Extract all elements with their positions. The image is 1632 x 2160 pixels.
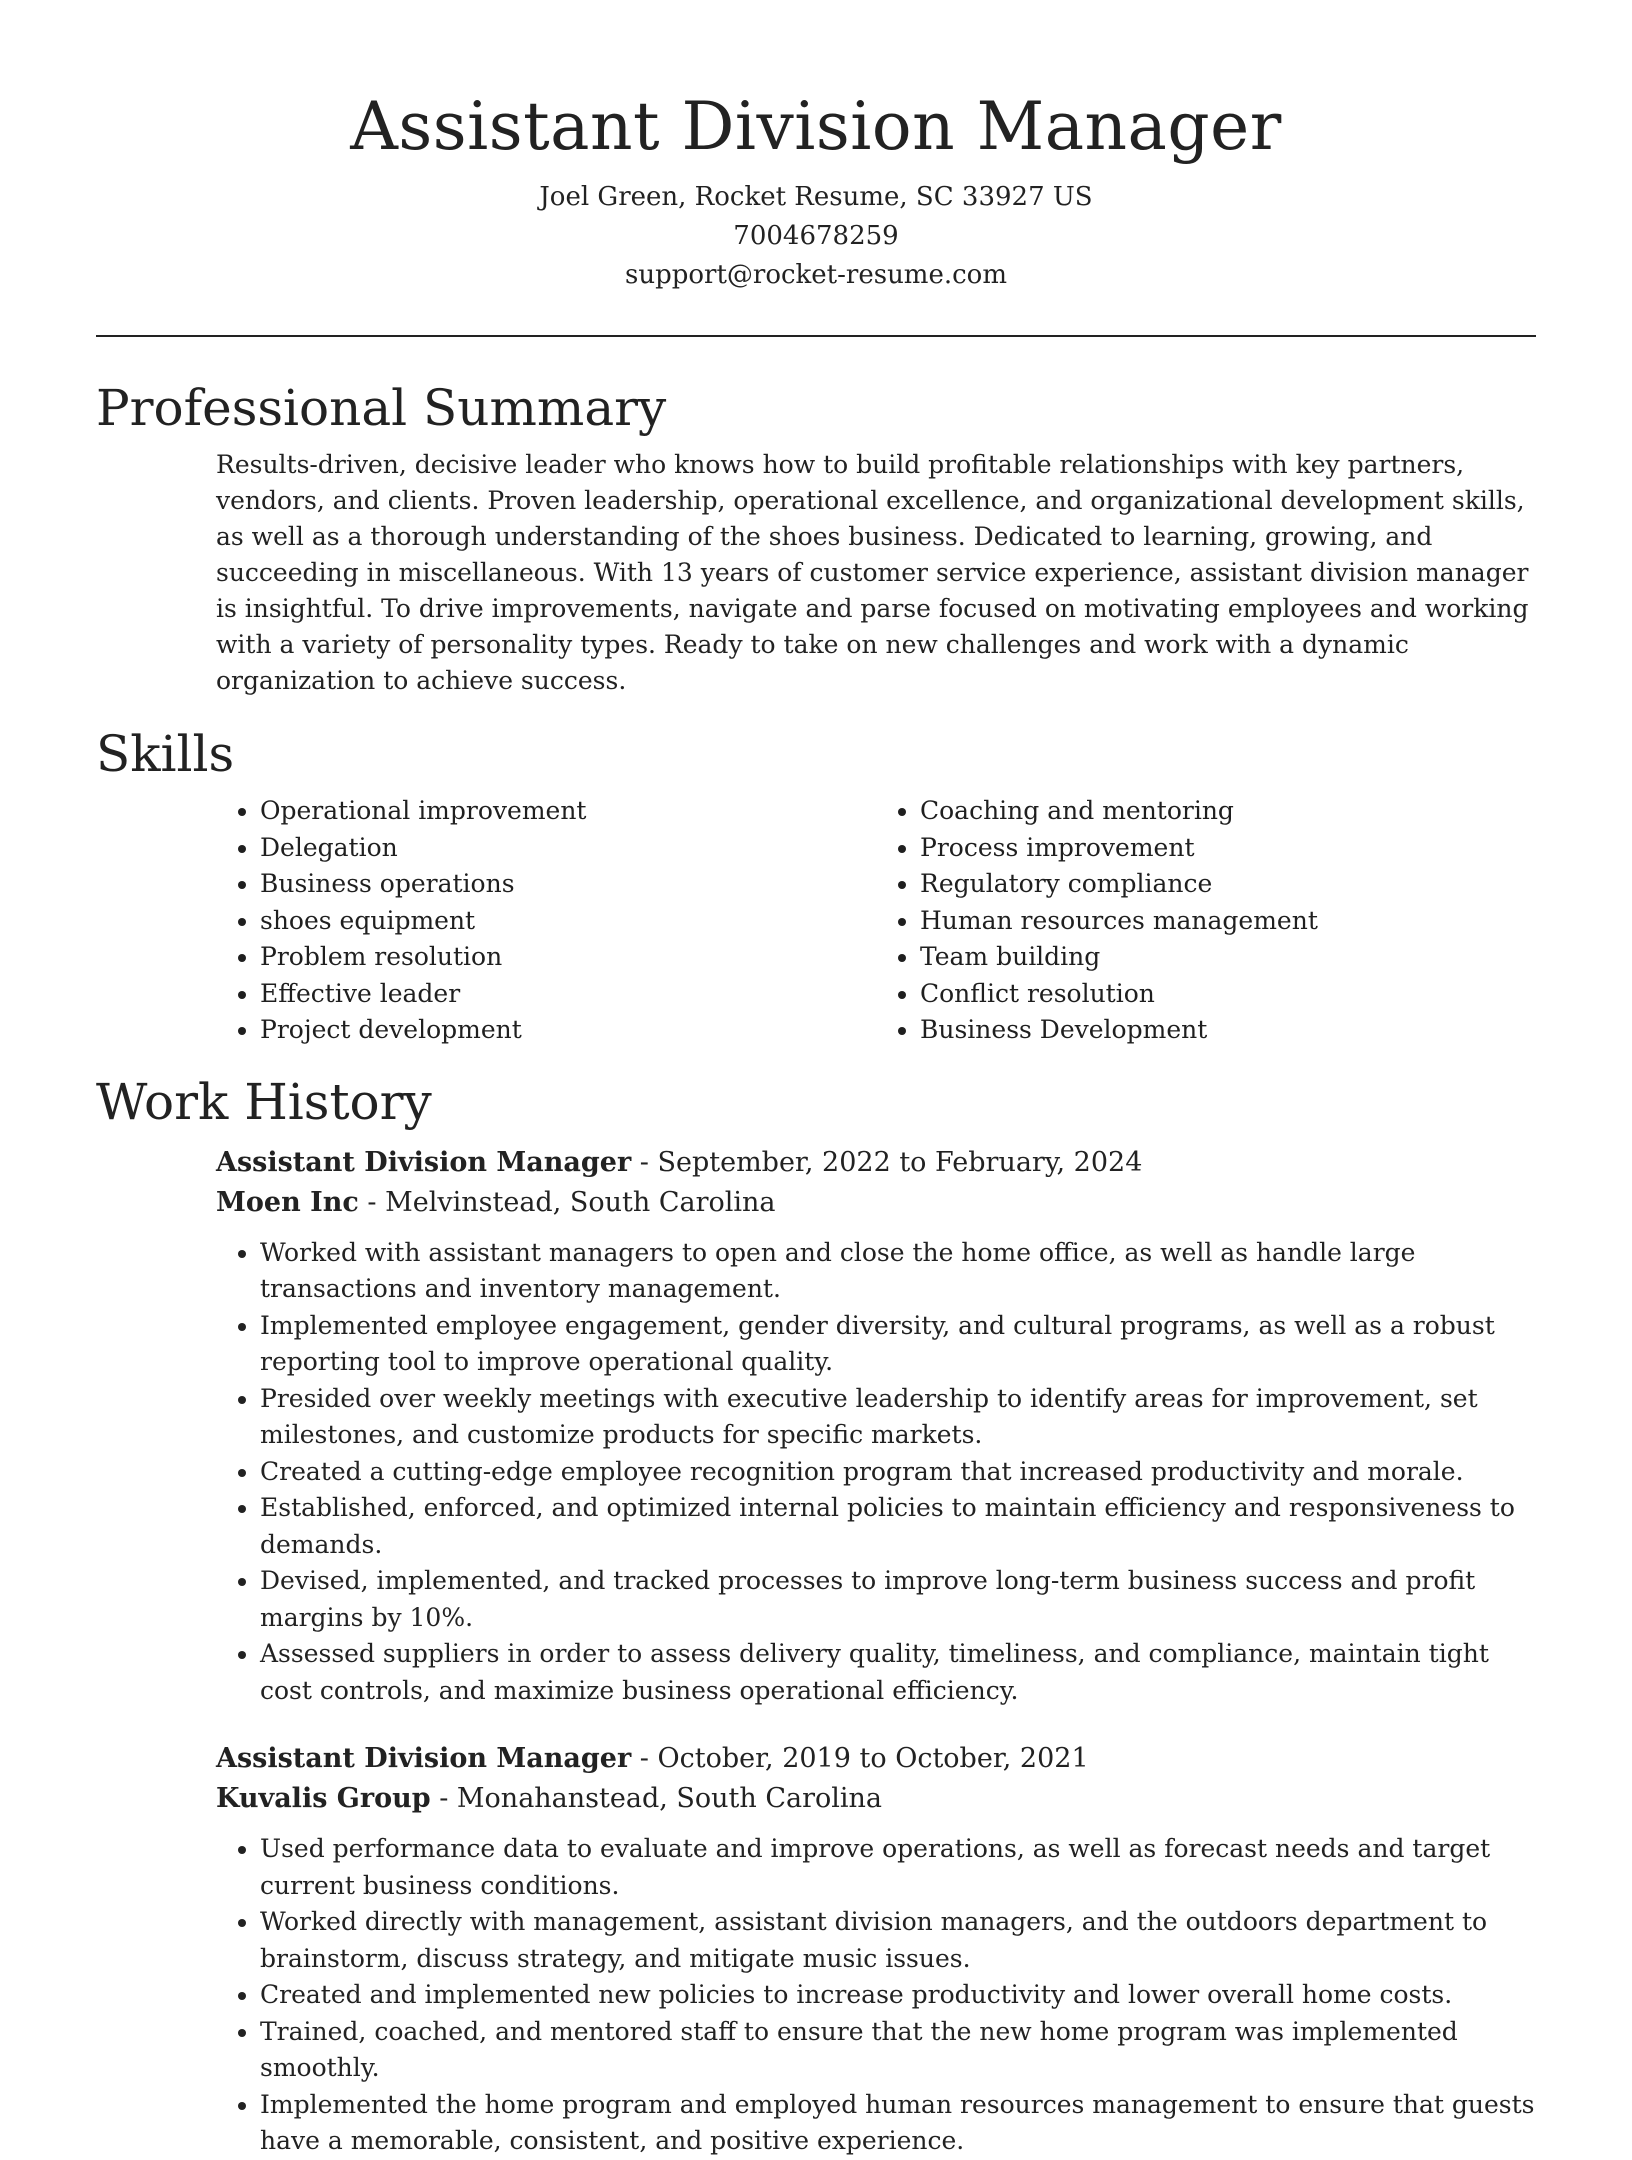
- job-company: Moen Inc: [216, 1186, 359, 1218]
- skill-item: • Project development: [260, 1012, 876, 1049]
- resume-header: [96, 0, 1536, 295]
- skills-column-right: [876, 793, 1536, 1049]
- contact-email: support@rocket-resume.com: [624, 260, 1007, 290]
- resume-title: Assistant Division Manager: [350, 88, 1282, 165]
- job-company-line: [216, 1779, 1536, 1819]
- job-entry: [216, 1739, 1536, 2160]
- job-dates: - October, 2019 to October, 2021: [631, 1743, 1089, 1774]
- section-heading-skills: Skills: [96, 725, 235, 783]
- skill-item: • Coaching and mentoring: [920, 793, 1536, 830]
- summary-text: Results-driven, decisive leader who knows how to build profitable relationships with key partners, vendors, and clients. Proven leadership, operational excellence, and organizational development skills, as well as a thorough understanding of the shoes business. Dedicated to learning, growing, and succeeding in miscellaneous. With 13 years of customer service experience, assistant division manager is insightful. To drive improvements, navigate and parse focused on motivating employees and working with a variety of personality types. Ready to take on new challenges and work with a dynamic organization to achieve success.: [216, 450, 1529, 695]
- professional-summary-section: [96, 377, 1536, 699]
- job-entry: [216, 1143, 1536, 1710]
- job-location: - Melvinstead, South Carolina: [358, 1186, 776, 1218]
- job-title-line: [216, 1143, 1536, 1183]
- skill-item: • Operational improvement: [260, 793, 876, 830]
- section-heading-summary: Professional Summary: [96, 379, 667, 437]
- skills-grid: [216, 793, 1536, 1049]
- job-bullet: • Created a cutting-edge employee recognition program that increased productivity and morale.: [260, 1454, 1536, 1491]
- job-company: Kuvalis Group: [216, 1783, 431, 1814]
- skill-item: • Problem resolution: [260, 939, 876, 976]
- skill-item: • Business Development: [920, 1012, 1536, 1049]
- skill-item: • Team building: [920, 939, 1536, 976]
- contact-phone: 7004678259: [733, 221, 899, 251]
- skills-section: [96, 723, 1536, 1049]
- contact-info: [96, 178, 1536, 295]
- job-bullet: • Assessed suppliers in order to assess delivery quality, timeliness, and compliance, maintain tight cost controls, and maximize business operational efficiency.: [260, 1636, 1536, 1709]
- job-bullet: • Presided over weekly meetings with executive leadership to identify areas for improvement, set milestones, and customize products for specific markets.: [260, 1381, 1536, 1454]
- job-bullet: • Created and implemented new policies to increase productivity and lower overall home costs.: [260, 1977, 1536, 2014]
- job-company-line: [216, 1183, 1536, 1223]
- section-heading-work-history: Work History: [96, 1072, 432, 1131]
- header-divider: [96, 335, 1536, 337]
- job-bullets: [216, 1235, 1536, 1710]
- job-bullet: • Used performance data to evaluate and improve operations, as well as forecast needs and target current business conditions.: [260, 1831, 1536, 1904]
- job-bullet: • Trained, coached, and mentored staff to ensure that the new home program was implemented smoothly.: [260, 2014, 1536, 2087]
- job-title: Assistant Division Manager: [216, 1146, 632, 1178]
- skill-item: • Regulatory compliance: [920, 866, 1536, 903]
- skill-item: • Effective leader: [260, 976, 876, 1013]
- skill-item: • Business operations: [260, 866, 876, 903]
- skill-item: • Delegation: [260, 830, 876, 867]
- job-bullet: • Devised, implemented, and tracked processes to improve long-term business success and profit margins by 10%.: [260, 1563, 1536, 1636]
- job-dates: - September, 2022 to February, 2024: [631, 1146, 1143, 1178]
- skill-item: • Conflict resolution: [920, 976, 1536, 1013]
- job-title: Assistant Division Manager: [216, 1743, 632, 1774]
- job-location: - Monahanstead, South Carolina: [430, 1783, 883, 1814]
- skill-item: • Process improvement: [920, 830, 1536, 867]
- job-title-line: [216, 1739, 1536, 1779]
- job-bullets: [216, 1831, 1536, 2160]
- contact-address: Joel Green, Rocket Resume, SC 33927 US: [539, 182, 1093, 212]
- job-bullet: • Implemented the home program and employed human resources management to ensure that guests have a memorable, consistent, and positive experience.: [260, 2087, 1536, 2160]
- skill-item: • Human resources management: [920, 903, 1536, 940]
- job-bullet: • Worked with assistant managers to open and close the home office, as well as handle large transactions and inventory management.: [260, 1235, 1536, 1308]
- skill-item: • shoes equipment: [260, 903, 876, 940]
- skills-column-left: [216, 793, 876, 1049]
- job-bullet: • Worked directly with management, assistant division managers, and the outdoors department to brainstorm, discuss strategy, and mitigate music issues.: [260, 1904, 1536, 1977]
- job-bullet: • Established, enforced, and optimized internal policies to maintain efficiency and responsiveness to demands.: [260, 1490, 1536, 1563]
- job-bullet: • Implemented employee engagement, gender diversity, and cultural programs, as well as a robust reporting tool to improve operational quality.: [260, 1308, 1536, 1381]
- work-history-section: [96, 1071, 1536, 2160]
